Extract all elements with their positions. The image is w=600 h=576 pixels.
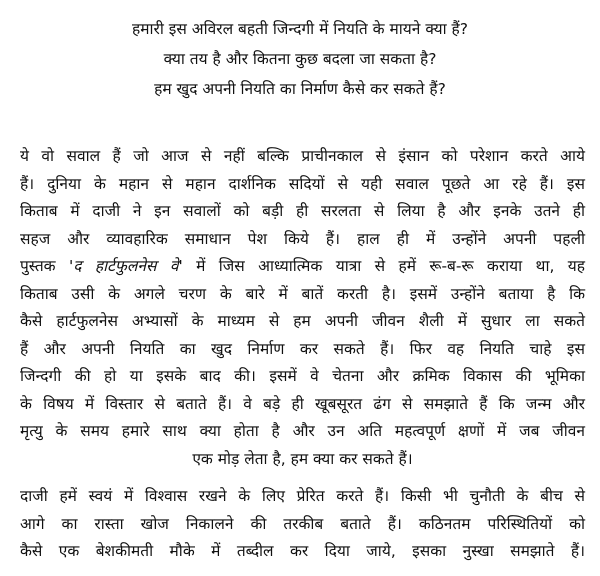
text-fragment: में जिस आध्यात्मिक यात्रा से हमें रू-ब-रू कराया था, यह [182,257,586,275]
opening-questions [0,14,600,104]
book-title: 'द हार्टफुलनेस वे' [68,257,183,275]
question-destiny-meaning: हमारी इस अविरल बहती जिन्दगी में नियति के मायने क्या हैं? [131,20,469,38]
paragraph-daaji-inspires [20,483,585,566]
paragraph-intro [20,143,585,473]
question-what-can-change: क्या तय है और कितना कुछ बदला जा सकता है? [163,50,437,68]
text-line: दाजी हमें स्वयं में विश्वास रखने के लिए प्रेरित करते हैं। किसी भी चुनौती के बीच से [20,487,585,505]
text-line: सहज और व्यावहारिक समाधान पेश किये हैं। हाल ही में उन्होंने अपनी पहली [20,229,585,248]
question-build-destiny: हम खुद अपनी नियति का निर्माण कैसे कर सकते हैं? [154,80,446,98]
text-line: के विषय में विस्तार से बताते हैं। वे बड़े ही खूबसूरत ढंग से समझाते हैं कि जन्म और [20,394,585,413]
text-line: किताब उसी के अगले चरण के बारे में बातें करती है। इसमें उन्होंने बताया है कि [20,284,585,303]
text-line-last: एक मोड़ लेता है, हम क्या कर सकते हैं। [192,449,413,468]
text-line: जिन्दगी की हो या इसके बाद की। इसमें वे चेतना और क्रमिक विकास की भूमिका [20,367,585,385]
text-line: हैं और अपनी नियति का खुद निर्माण कर सकते हैं। फिर वह नियति चाहे इस [20,339,585,358]
text-line: किताब में दाजी ने इन सवालों को बड़ी ही सरलता से लिया है और इनके उतने ही [20,202,585,220]
text-line: मृत्यु के समय हमारे साथ क्या होता है और उन अति महत्वपूर्ण क्षणों में जब जीवन [20,422,585,440]
text-line: आगे का रास्ता खोज निकालने की तरकीब बताते हैं। कठिनतम परिस्थितियों को [20,514,585,533]
body-text [20,143,585,566]
text-line: कैसे एक बेशकीमती मौके में तब्दील कर दिया जाये, इसका नुस्खा समझाते हैं। [20,542,585,560]
text-line: हैं। दुनिया के महान से महान दार्शनिक सदियों से यही सवाल पूछते आ रहे हैं। इस [20,174,585,193]
text-line-with-book-title [20,253,585,281]
text-line: कैसे हार्टफुलनेस अभ्यासों के माध्यम से हम अपनी जीवन शैली में सुधार ला सकते [20,312,585,330]
text-fragment: पुस्तक [20,257,69,275]
text-line: ये वो सवाल हैं जो आज से नहीं बल्कि प्राचीनकाल से इंसान को परेशान करते आये [20,147,585,165]
